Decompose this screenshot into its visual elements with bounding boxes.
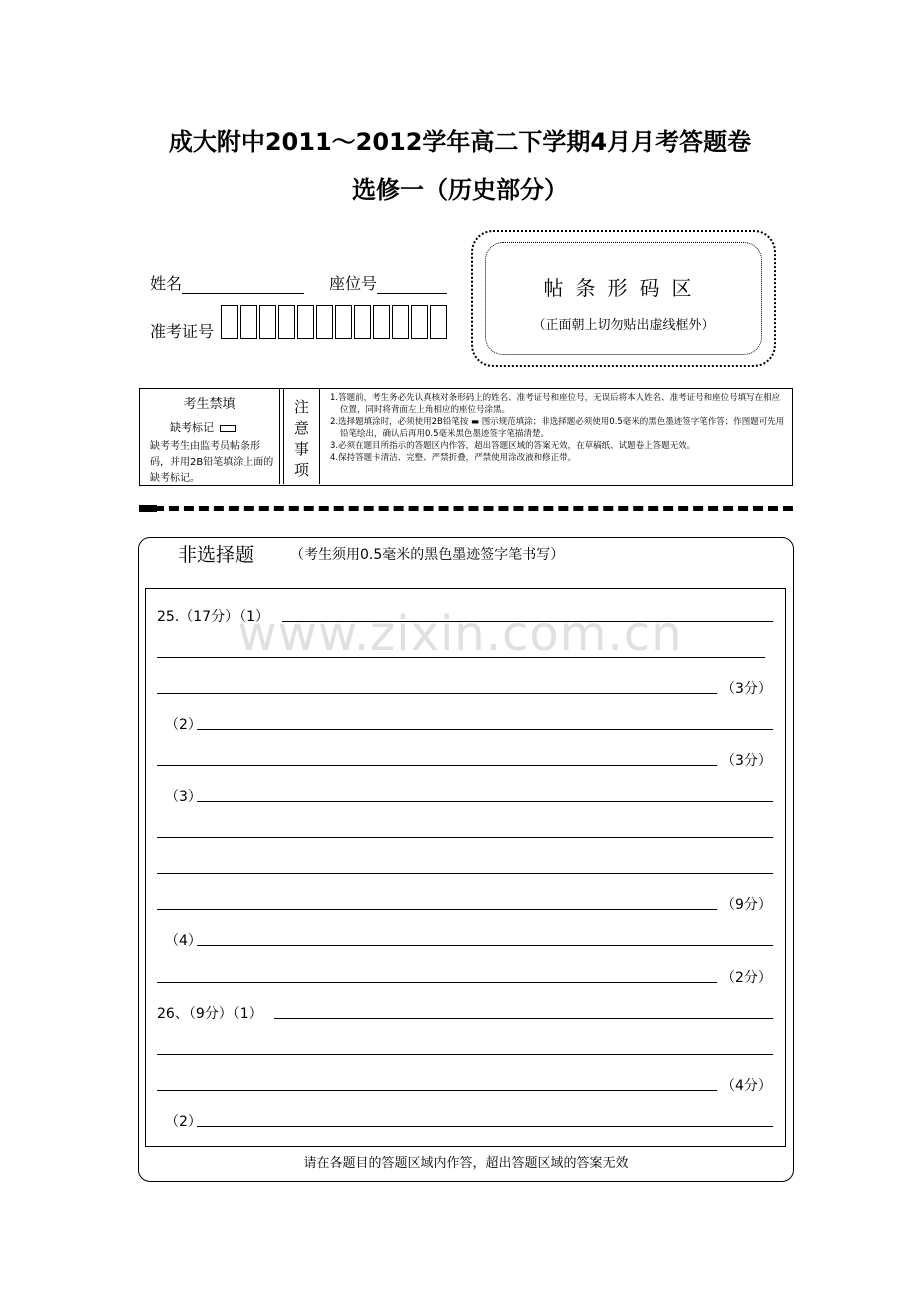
proctor-only-title: 考生禁填 [183, 397, 236, 412]
answer-line[interactable] [282, 621, 773, 622]
answer-line[interactable] [157, 765, 717, 766]
notice-label-cell [283, 389, 320, 484]
answer-line[interactable] [274, 1018, 773, 1019]
answer-line[interactable] [157, 873, 773, 874]
q25-2-label: （2） [165, 717, 202, 733]
rule-item: 2.选择题填涂时，必须使用2B铅笔按 ▬ 图示规范填涂；非选择题必须使用0.5毫米的黑色墨迹签字笔作答；作图题可先用铅笔绘出，确认后再用0.5毫米黑色墨迹签字笔描清楚。 [330, 417, 785, 439]
q25-4-label: （4） [165, 933, 202, 949]
answer-line[interactable] [157, 837, 773, 838]
absent-mark-desc: 缺考考生由监考员帖条形码，并用2B铅笔填涂上面的缺考标记。 [150, 441, 274, 484]
answer-line[interactable] [157, 657, 765, 658]
exam-id-box[interactable] [354, 305, 371, 339]
q25-1-label: 25.（17分）（1） [157, 609, 269, 625]
separator-block [139, 505, 157, 512]
score-label: （2分） [721, 970, 772, 986]
answer-box [145, 588, 786, 1147]
exam-id-box[interactable] [392, 305, 409, 339]
exam-id-box[interactable] [316, 305, 333, 339]
page-title: 成大附中2011～2012学年高二下学期4月月考答题卷 [168, 128, 752, 156]
seat-label: 座位号 [329, 274, 378, 293]
seat-field[interactable] [377, 275, 447, 294]
absent-mark-box[interactable] [220, 425, 236, 432]
answer-line[interactable] [157, 1054, 773, 1055]
exam-id-label: 准考证号 [150, 322, 215, 341]
exam-id-box[interactable] [259, 305, 276, 339]
exam-id-boxes[interactable] [221, 305, 449, 339]
watermark: www.zixin.com.cn [237, 606, 683, 662]
exam-id-box[interactable] [278, 305, 295, 339]
proctor-only-cell [140, 389, 280, 484]
exam-id-box[interactable] [335, 305, 352, 339]
name-field[interactable] [182, 275, 304, 294]
absent-mark-row [170, 419, 236, 435]
score-label: （3分） [721, 681, 772, 697]
seat-field-row [329, 271, 447, 294]
answer-line[interactable] [157, 909, 717, 910]
notice-label: 注 意 事 项 [293, 398, 309, 479]
notice-rules [330, 392, 788, 464]
rule-item: 4.保持答题卡清洁、完整、严禁折叠，严禁使用涂改液和修正带。 [330, 453, 577, 463]
answer-line[interactable] [197, 801, 773, 802]
score-label: （9分） [721, 897, 772, 913]
rule-item: 3.必须在题目所指示的答题区内作答，超出答题区域的答案无效，在草稿纸、试题卷上答题无效。 [330, 441, 696, 451]
q26-1-label: 26、（9分）（1） [157, 1006, 263, 1022]
section-note: （考生须用0.5毫米的黑色墨迹签字笔书写） [290, 547, 565, 563]
exam-id-box[interactable] [240, 305, 257, 339]
answer-line[interactable] [197, 945, 773, 946]
score-label: （4分） [721, 1078, 772, 1094]
exam-id-box[interactable] [430, 305, 447, 339]
absent-mark-label: 缺考标记 [170, 421, 214, 434]
q25-3-label: （3） [165, 789, 202, 805]
exam-id-box[interactable] [411, 305, 428, 339]
q26-2-label: （2） [165, 1114, 202, 1130]
exam-id-box[interactable] [373, 305, 390, 339]
answer-line[interactable] [197, 729, 773, 730]
dashed-separator [139, 506, 793, 511]
exam-id-box[interactable] [297, 305, 314, 339]
exam-id-box[interactable] [221, 305, 238, 339]
answer-line[interactable] [157, 982, 717, 983]
name-label: 姓名 [150, 274, 183, 293]
info-table [139, 388, 793, 486]
section-title: 非选择题 [178, 544, 255, 566]
answer-line[interactable] [157, 1090, 717, 1091]
answer-line[interactable] [197, 1126, 773, 1127]
rule-item: 1.答题前，考生务必先认真核对条形码上的姓名、准考证号和座位号，无误后将本人姓名、准考证号和座位号填写在相应位置，同时将背面左上角相应的座位号涂黑。 [330, 393, 781, 415]
answer-line[interactable] [157, 693, 717, 694]
score-label: （3分） [721, 753, 772, 769]
page-subtitle: 选修一（历史部分） [352, 176, 568, 204]
footer-note: 请在各题目的答题区域内作答，超出答题区域的答案无效 [303, 1156, 629, 1171]
barcode-note: （正面朝上切勿贴出虚线框外） [532, 318, 715, 333]
barcode-title: 帖条形码区 [543, 276, 704, 300]
name-field-row [150, 271, 304, 294]
